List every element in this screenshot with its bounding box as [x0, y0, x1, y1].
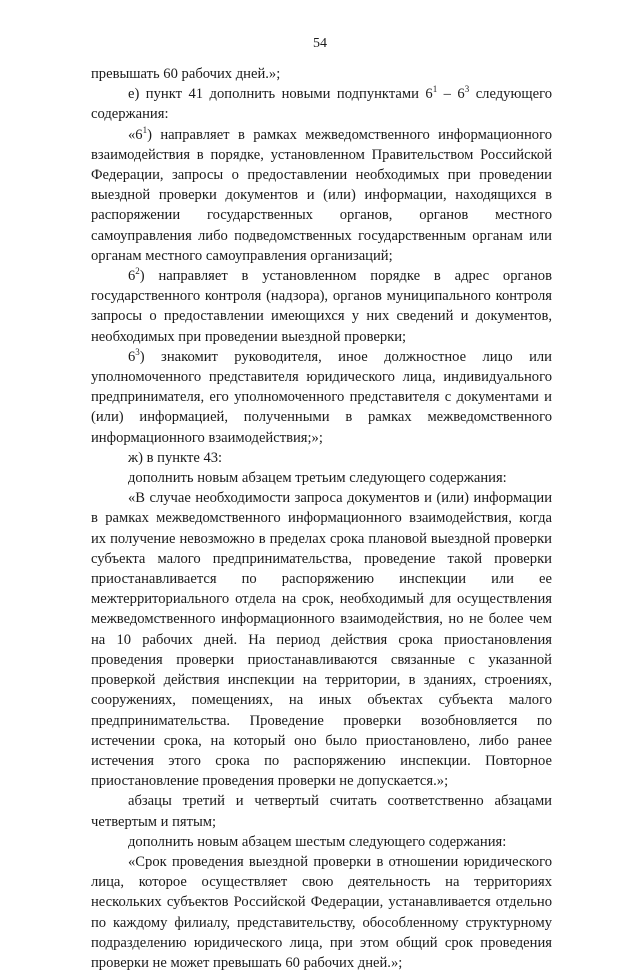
paragraph-add-third: дополнить новым абзацем третьим следующего содержания:	[128, 470, 507, 487]
paragraph-subitem-6-2: $6^2$) направляет в установленном порядке в адрес органов государственного контроля (надзора), органов муниципального контроля запросы о предоставлении имеющихся у них сведений и документов, необходимых при проведении выездной проверки;	[91, 266, 552, 345]
paragraph-continuation: превышать 60 рабочих дней.»;	[91, 66, 281, 82]
paragraph-subitem-6-3: $6^3$) знакомит руководителя, иное должностное лицо или уполномоченного представителя юридического лица, индивидуального предпринимателя, его уполномоченного представителя с документами и (или) информацией, полученными в рамках межведомственного информационного взаимодействия;»;	[91, 346, 552, 446]
paragraph-item-e: е) пункт 41 дополнить новыми подпунктами $6^1 - 6^3$ следующего содержания:	[91, 84, 553, 123]
paragraph-subitem-6-1: «$6^1$) направляет в рамках межведомственного информационного взаимодействия в порядке, установленном Правительством Российской Федерации, запросы о предоставлении необходимых при проведении выездной проверки документов и (или) информации, находящихся в распоряжении государственных органов, органов местного самоуправления либо подведомственных государственным органам или органам местного самоуправления организаций;	[91, 124, 552, 264]
document-body	[91, 64, 552, 973]
paragraph-quote-term: «Срок проведения выездной проверки в отношении юридического лица, которое осуществляет свою деятельность на территориях нескольких субъектов Российской Федерации, устанавливается отдельно по каждому филиалу, представительству, обособленному структурному подразделению юридического лица, при этом общий срок проведения проверки не может превышать 60 рабочих дней.»;	[91, 853, 552, 971]
paragraph-renumber: абзацы третий и четвертый считать соответственно абзацами четвертым и пятым;	[91, 793, 552, 830]
page-number: 54	[313, 36, 327, 51]
paragraph-item-zh: ж) в пункте 43:	[128, 449, 223, 466]
paragraph-add-sixth: дополнить новым абзацем шестым следующего содержания:	[128, 833, 507, 850]
paragraph-quote-suspension: «В случае необходимости запроса документов и (или) информации в рамках межведомственного информационного взаимодействия, когда их получение невозможно в пределах срока плановой выездной проверки субъекта малого предпринимательства, проведение такой проверки приостанавливается по распоряжению инспекции или ее межтерриториального отдела на срок, необходимый для осуществления межведомственного информационного взаимодействия, но не более чем на 10 рабочих дней. На период действия срока приостановления проведения проверки приостанавливаются связанные с указанной проверкой действия инспекции на территории, в зданиях, строениях, сооружениях, помещениях, на иных объектах субъекта малого предпринимательства. Проведение проверки возобновляется по истечении срока, на который оно было приостановлено, либо ранее истечения этого срока по распоряжению инспекции. Повторное приостановление проведения проверки не допускается.»;	[91, 490, 552, 790]
